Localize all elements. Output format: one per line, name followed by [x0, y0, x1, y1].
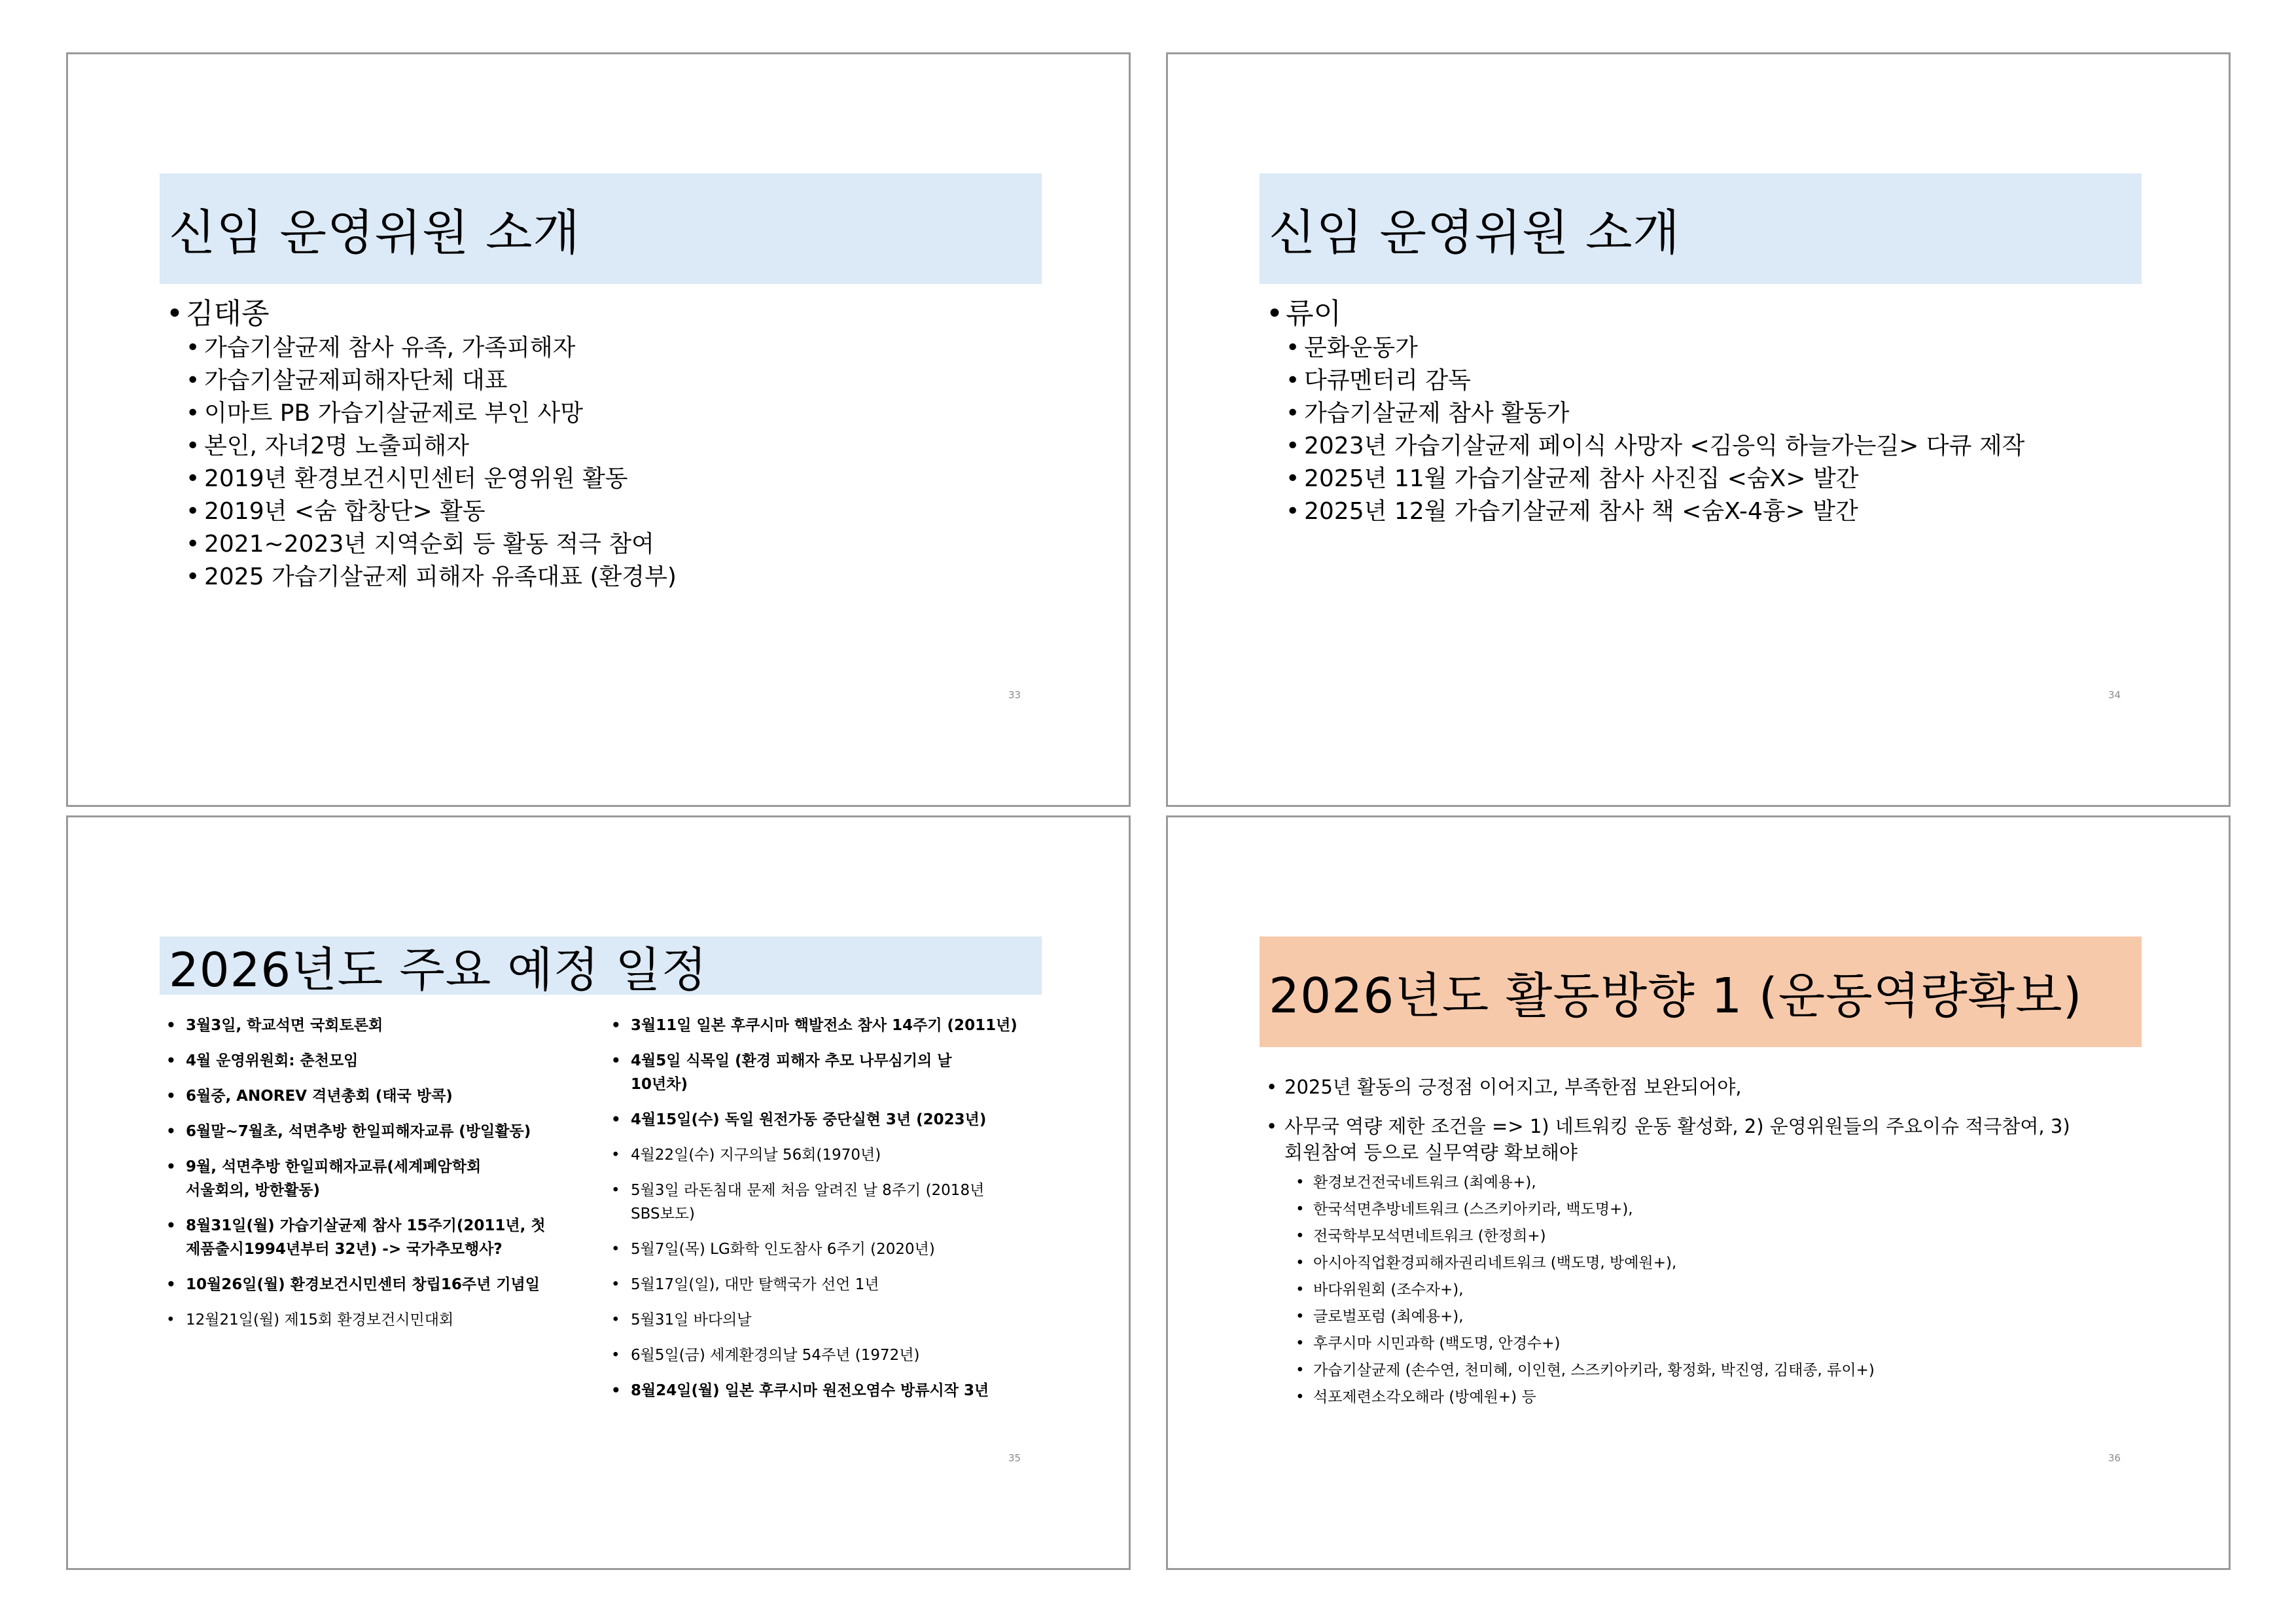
schedule-item: • 9월, 석면추방 한일피해자교류(세계폐암학회 서울회의, 방한활동): [166, 1155, 611, 1202]
slide-title-bar: [160, 936, 1042, 995]
schedule-left-column: [166, 1014, 611, 1344]
list-item: • 문화운동가: [1266, 332, 2195, 365]
list-item: • 2025 가습기살균제 피해자 유족대표 (환경부): [166, 561, 1095, 594]
slide-title: 2026년도 주요 예정 일정: [169, 942, 708, 997]
list-item: • 2025년 12월 가습기살균제 참사 책 <숨X-4흉> 발간: [1266, 495, 2195, 528]
slide-content: [166, 296, 1095, 594]
slide-title-bar: [160, 173, 1042, 284]
slide-title: 신임 운영위원 소개: [1269, 204, 1680, 261]
list-item: • 2025년 11월 가습기살균제 참사 사진집 <숨X> 발간: [1266, 463, 2195, 495]
network-item: • 가습기살균제 (손수연, 천미혜, 이인현, 스즈키아키라, 황정화, 박진영, 김태종, 류이+): [1266, 1357, 2195, 1384]
schedule-item: • 6월말~7월초, 석면추방 한일피해자교류 (방일활동): [166, 1120, 611, 1143]
schedule-item: • 6월중, ANOREV 격년총회 (태국 방콕): [166, 1084, 611, 1108]
list-item: • 가습기살균제 참사 활동가: [1266, 397, 2195, 430]
slide-34: [1166, 52, 2231, 807]
list-item: • 본인, 자녀2명 노출피해자: [166, 430, 1095, 463]
list-item: • 이마트 PB 가습기살균제로 부인 사망: [166, 397, 1095, 430]
network-item: • 환경보건전국네트워크 (최예용+),: [1266, 1169, 2195, 1196]
slide-36: [1166, 815, 2231, 1570]
page-number: 33: [1008, 689, 1021, 701]
schedule-item: • 10월26일(월) 환경보건시민센터 창립16주년 기념일: [166, 1273, 611, 1296]
slide-content: [1266, 1074, 2195, 1411]
person-name: • 류이: [1266, 296, 2195, 332]
schedule-item: • 5월7일(목) LG화학 인도참사 6주기 (2020년): [611, 1238, 1082, 1261]
direction-point: • 사무국 역량 제한 조건을 => 1) 네트워킹 운동 활성화, 2) 운영위원들의 주요이슈 적극참여, 3) 회원참여 등으로 실무역량 확보해야: [1266, 1113, 2195, 1166]
list-item: • 가습기살균제피해자단체 대표: [166, 365, 1095, 397]
schedule-item: • 4월15일(수) 독일 원전가동 중단실현 3년 (2023년): [611, 1108, 1082, 1132]
schedule-item: • 5월3일 라돈침대 문제 처음 알려진 날 8주기 (2018년 SBS보도): [611, 1179, 1082, 1226]
network-item: • 글로벌포럼 (최예용+),: [1266, 1304, 2195, 1330]
network-item: • 석포제련소각오해라 (방예원+) 등: [1266, 1384, 2195, 1411]
slide-title: 2026년도 활동방향 1 (운동역량확보): [1269, 967, 2083, 1024]
list-item: • 2021~2023년 지역순회 등 활동 적극 참여: [166, 528, 1095, 561]
slide-title-bar: [1260, 936, 2142, 1047]
list-item: • 가습기살균제 참사 유족, 가족피해자: [166, 332, 1095, 365]
schedule-item: • 8월24일(월) 일본 후쿠시마 원전오염수 방류시작 3년: [611, 1379, 1082, 1402]
schedule-item: • 5월17일(일), 대만 탈핵국가 선언 1년: [611, 1273, 1082, 1296]
slide-33: [66, 52, 1131, 807]
schedule-right-column: [611, 1014, 1082, 1414]
network-item: • 후쿠시마 시민과학 (백도명, 안경수+): [1266, 1330, 2195, 1357]
list-item: • 2023년 가습기살균제 페이식 사망자 <김응익 하늘가는길> 다큐 제작: [1266, 430, 2195, 463]
schedule-item: • 3월3일, 학교석면 국회토론회: [166, 1014, 611, 1037]
list-item: • 2019년 환경보건시민센터 운영위원 활동: [166, 463, 1095, 495]
network-item: • 한국석면추방네트워크 (스즈키아키라, 백도명+),: [1266, 1196, 2195, 1223]
page-number: 36: [2108, 1452, 2121, 1464]
schedule-item: • 12월21일(월) 제15회 환경보건시민대회: [166, 1308, 611, 1332]
person-name: • 김태종: [166, 296, 1095, 332]
slide-content: [1266, 296, 2195, 528]
schedule-item: • 8월31일(월) 가습기살균제 참사 15주기(2011년, 첫 제품출시1994년부터 32년) -> 국가추모행사?: [166, 1214, 611, 1261]
schedule-item: • 6월5일(금) 세계환경의날 54주년 (1972년): [611, 1344, 1082, 1367]
network-item: • 아시아직업환경피해자권리네트워크 (백도명, 방예원+),: [1266, 1250, 2195, 1277]
direction-point: • 2025년 활동의 긍정점 이어지고, 부족한점 보완되어야,: [1266, 1074, 2195, 1100]
schedule-item: • 5월31일 바다의날: [611, 1308, 1082, 1332]
slide-title: 신임 운영위원 소개: [169, 204, 580, 261]
schedule-item: • 4월 운영위원회: 춘천모임: [166, 1049, 611, 1073]
schedule-item: • 3월11일 일본 후쿠시마 핵발전소 참사 14주기 (2011년): [611, 1014, 1082, 1037]
page-number: 35: [1008, 1452, 1021, 1464]
slide-35: [66, 815, 1131, 1570]
page-number: 34: [2108, 689, 2121, 701]
schedule-item: • 4월22일(수) 지구의날 56회(1970년): [611, 1143, 1082, 1167]
network-item: • 전국학부모석면네트워크 (한정희+): [1266, 1223, 2195, 1250]
slide-title-bar: [1260, 173, 2142, 284]
schedule-item: • 4월5일 식목일 (환경 피해자 추모 나무심기의 날 10년차): [611, 1049, 1082, 1096]
network-item: • 바다위원회 (조수자+),: [1266, 1277, 2195, 1304]
list-item: • 다큐멘터리 감독: [1266, 365, 2195, 397]
list-item: • 2019년 <숨 합창단> 활동: [166, 495, 1095, 528]
